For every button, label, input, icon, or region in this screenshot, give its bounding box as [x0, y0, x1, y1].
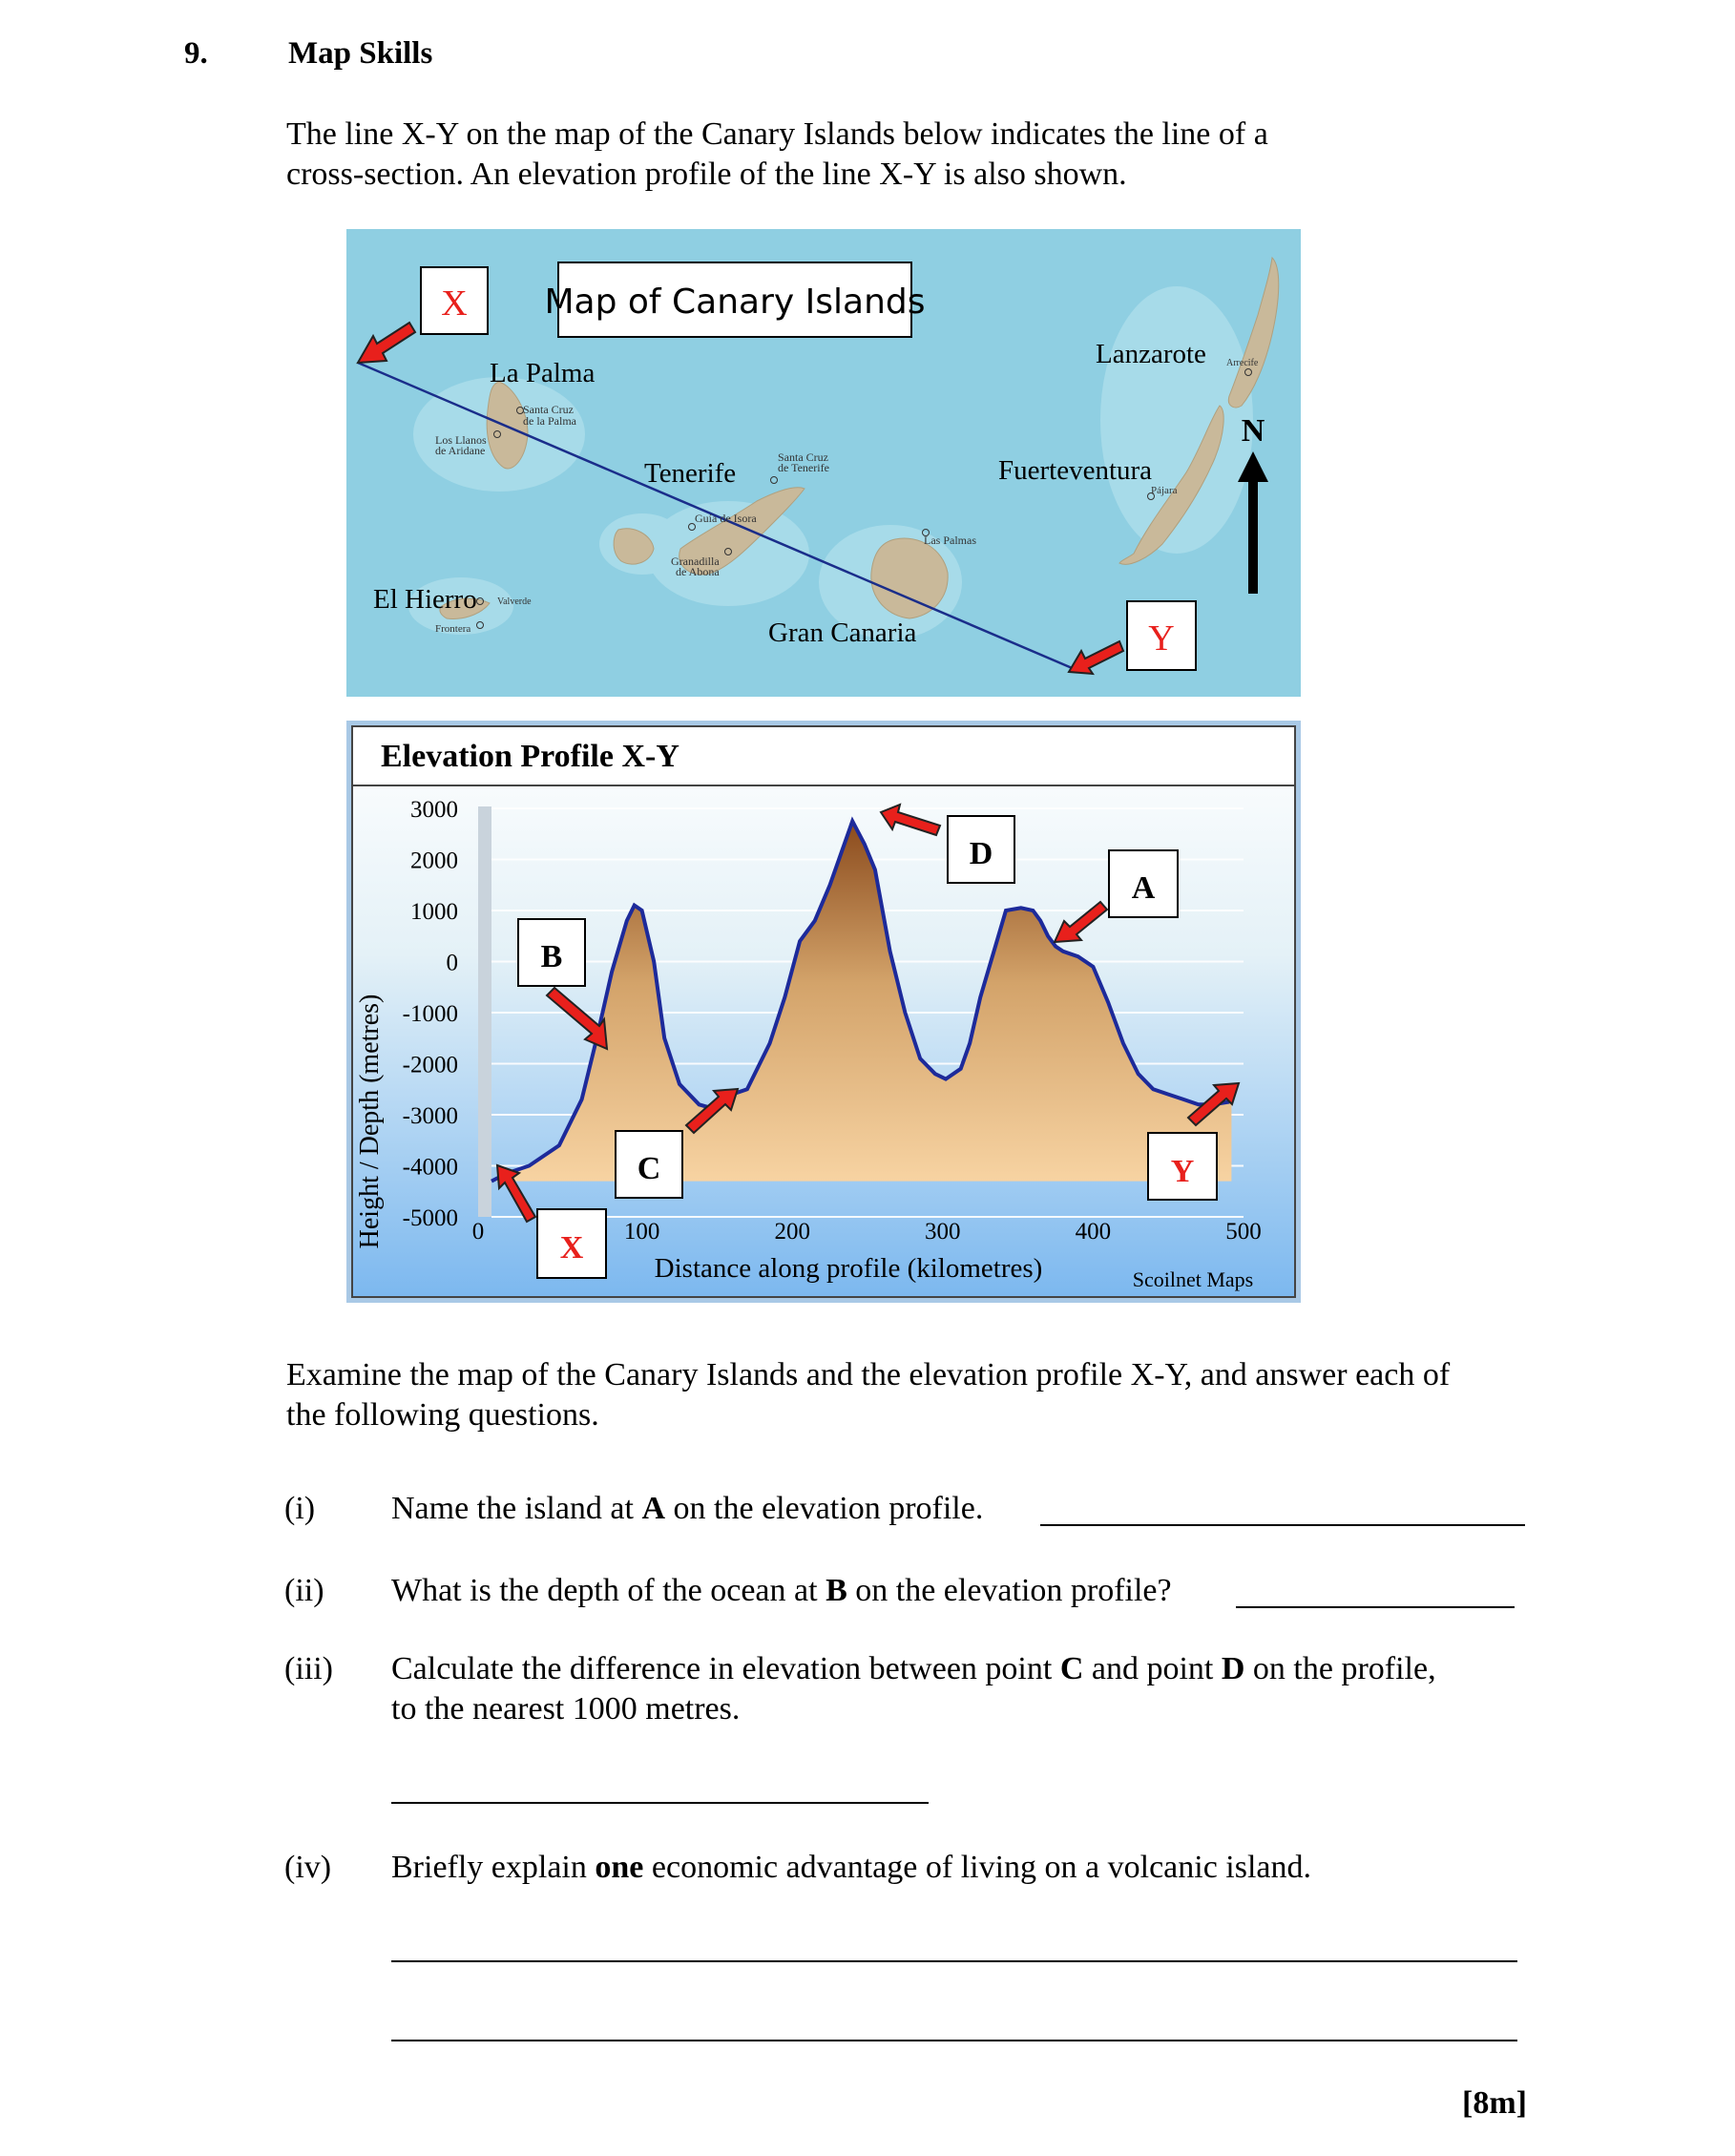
town-valverde: Valverde — [497, 597, 532, 607]
part-iv-text — [391, 1848, 1311, 1888]
y-tick-label-0: 3000 — [410, 797, 458, 823]
town-arrecife: Arrecife — [1226, 358, 1259, 368]
y-tick-label-5: -2000 — [402, 1052, 458, 1078]
north-label: N — [1241, 413, 1265, 449]
part-iii-line-1 — [391, 1649, 1436, 1689]
canary-islands-map — [346, 229, 1301, 697]
marks: [8m] — [1462, 2085, 1527, 2121]
x-tick-label-0: 0 — [471, 1219, 485, 1245]
part-i-bold: A — [641, 1491, 666, 1526]
part-iii-mid: and point — [1083, 1651, 1222, 1686]
label-lanzarote: Lanzarote — [1096, 339, 1206, 369]
part-ii-pre: What is the depth of the ocean at — [391, 1573, 826, 1608]
part-iii-bold-c: C — [1059, 1651, 1084, 1686]
part-iii-post: on the profile, — [1244, 1651, 1436, 1686]
part-i-number: (i) — [284, 1491, 316, 1526]
y-tick-label-6: -3000 — [402, 1103, 458, 1129]
x-tick-label-1: 100 — [623, 1219, 660, 1245]
profile-ylabel: Height / Depth (metres) — [355, 994, 385, 1249]
profile-credit: Scoilnet Maps — [1132, 1267, 1254, 1291]
answer-line-iv-2[interactable] — [391, 2040, 1517, 2041]
label-tenerife: Tenerife — [644, 458, 737, 489]
label-la-palma: La Palma — [490, 358, 596, 388]
label-x: X — [559, 1230, 584, 1266]
part-i-post: on the elevation profile. — [665, 1491, 984, 1526]
y-tick-label-2: 1000 — [410, 899, 458, 925]
y-tick-label-7: -4000 — [402, 1154, 458, 1181]
instructions-line-1: Examine the map of the Canary Islands and the elevation profile X-Y, and answer each of — [286, 1357, 1451, 1392]
answer-line-iv-1[interactable] — [391, 1960, 1517, 1962]
intro-line-2: cross-section. An elevation profile of the line X-Y is also shown. — [286, 157, 1127, 192]
label-c: C — [637, 1151, 661, 1186]
town-los-llanos-2: de Aridane — [435, 444, 486, 457]
part-i-text — [391, 1489, 983, 1529]
town-santa-cruz-tenerife-2: de Tenerife — [778, 461, 829, 474]
part-iii-pre: Calculate the difference in elevation between point — [391, 1651, 1060, 1686]
part-ii-number: (ii) — [284, 1573, 324, 1608]
town-guia-de-isora: Guía de Isora — [695, 512, 757, 525]
town-granadilla-1: Granadilla — [671, 555, 720, 568]
town-frontera: Frontera — [435, 623, 471, 635]
x-tick-label-5: 500 — [1225, 1219, 1262, 1245]
intro-line-1: The line X-Y on the map of the Canary Islands below indicates the line of a — [286, 116, 1268, 152]
town-santa-cruz-tenerife-1: Santa Cruz — [778, 450, 828, 464]
answer-line-i[interactable] — [1040, 1524, 1525, 1526]
part-ii-post: on the elevation profile? — [847, 1573, 1172, 1608]
part-iii-bold-d: D — [1221, 1651, 1245, 1686]
town-santa-cruz-palma-1: Santa Cruz — [523, 403, 574, 416]
part-iii-text — [391, 1649, 1436, 1729]
y-tick-label-8: -5000 — [402, 1205, 458, 1231]
label-a: A — [1131, 870, 1156, 906]
y-tick-label-1: 2000 — [410, 848, 458, 874]
answer-line-iii[interactable] — [391, 1802, 929, 1804]
part-iii-number: (iii) — [284, 1651, 333, 1686]
town-granadilla-2: de Abona — [676, 565, 720, 578]
town-pajara: Pájara — [1151, 485, 1178, 496]
question-title: Map Skills — [288, 36, 433, 71]
instructions-line-2: the following questions. — [286, 1397, 599, 1433]
map-title: Map of Canary Islands — [544, 283, 926, 322]
part-iii-line-2: to the nearest 1000 metres. — [391, 1691, 741, 1727]
map-y-label: Y — [1148, 618, 1175, 659]
part-ii-text — [391, 1571, 1172, 1611]
town-las-palmas: Las Palmas — [924, 534, 976, 547]
label-d: D — [969, 836, 993, 871]
label-y: Y — [1170, 1154, 1195, 1189]
part-iv-pre: Briefly explain — [391, 1850, 596, 1885]
label-fuerteventura: Fuerteventura — [998, 455, 1153, 486]
part-iv-post: economic advantage of living on a volcanic island. — [643, 1850, 1311, 1885]
profile-xlabel: Distance along profile (kilometres) — [654, 1253, 1043, 1284]
intro-text — [286, 115, 1268, 195]
y-axis-rail — [478, 806, 491, 1217]
x-tick-label-2: 200 — [774, 1219, 810, 1245]
y-tick-labels — [403, 797, 458, 1231]
part-i-pre: Name the island at — [391, 1491, 642, 1526]
town-los-llanos-1: Los Llanos — [435, 433, 487, 447]
profile-title: Elevation Profile X-Y — [381, 739, 679, 774]
instructions — [286, 1355, 1450, 1435]
part-iv-bold: one — [595, 1850, 644, 1885]
part-ii-bold: B — [826, 1573, 847, 1608]
question-number: 9. — [184, 36, 208, 71]
label-el-hierro: El Hierro — [373, 584, 477, 615]
label-b: B — [540, 939, 563, 974]
part-iv-number: (iv) — [284, 1850, 332, 1885]
x-tick-label-3: 300 — [925, 1219, 961, 1245]
x-tick-label-4: 400 — [1075, 1219, 1112, 1245]
elevation-profile-chart — [346, 721, 1301, 1303]
map-x-label: X — [441, 283, 468, 324]
answer-line-ii[interactable] — [1236, 1606, 1515, 1608]
y-tick-label-4: -1000 — [402, 1001, 458, 1027]
label-gran-canaria: Gran Canaria — [768, 617, 917, 648]
town-santa-cruz-palma-2: de la Palma — [523, 414, 576, 428]
y-tick-label-3: 0 — [446, 950, 458, 976]
